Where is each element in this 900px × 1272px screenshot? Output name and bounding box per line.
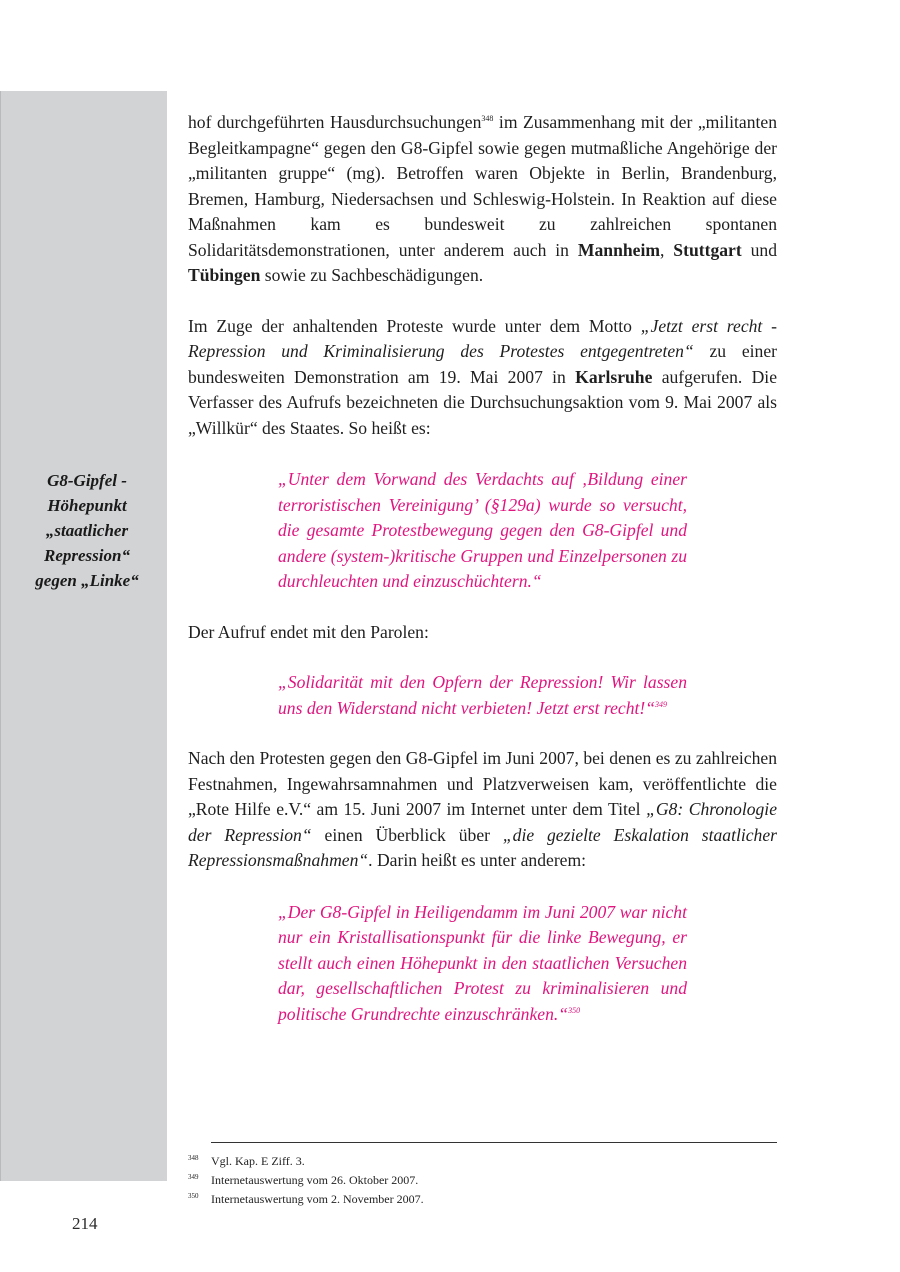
city-mannheim: Mannheim — [577, 239, 660, 260]
margin-note — [16, 468, 158, 593]
text-run: aufgerufen. Die Verfasser des Aufrufs bezeichneten die Durchsuchungsaktion vom 9. Mai 2007 als „Willkür“ des Staates. So heißt es: — [188, 366, 777, 438]
block-quote-1: „Unter dem Vorwand des Verdachts auf ‚Bildung einer terroristischen Vereinigung’ (§129a) wurde so versucht, die gesamte Protestbewegung gegen den G8-Gipfel und andere (system-)kritische Gruppen und Einzelpersonen zu durchleuchten und einzuschüchtern.“ — [278, 469, 687, 591]
footnote-ref: 349 — [655, 699, 668, 709]
footnote-text: Internetauswertung vom 2. November 2007. — [211, 1192, 424, 1206]
margin-sidebar — [0, 91, 167, 1181]
text-run: im Zusammenhang mit der „militanten Begleitkampagne“ gegen den G8-Gipfel sowie gegen mutmaßliche Angehörige der „militanten gruppe“ (mg). Betroffen waren Objekte in Berlin, Brandenburg, Bremen, Hamburg, Niedersachsen und Schleswig-Holstein. In Reaktion auf diese Maßnahmen kam es bundesweit zu zahlreichen spontanen Solidaritätsdemonstrationen, unter anderem auch in — [188, 112, 778, 260]
margin-note-line: Höhepunkt — [47, 496, 127, 515]
text-run: zu einer bundesweiten Demonstration am 19. Mai 2007 in — [188, 341, 777, 387]
footnote-ref: 348 — [481, 114, 494, 124]
footnote-number: 349 — [188, 1173, 199, 1181]
motto: „Jetzt erst recht - Repression und Kriminalisierung des Protestes entgegentreten“ — [188, 315, 777, 361]
text-run: , — [660, 239, 674, 260]
main-text — [188, 110, 777, 1052]
margin-note-line: Repression“ — [44, 546, 130, 565]
block-quote-2 — [278, 670, 687, 721]
text-run: einen Überblick über — [311, 824, 503, 845]
page-number: 214 — [72, 1214, 98, 1233]
text-run: sowie zu Sachbeschädigungen. — [260, 265, 484, 285]
text-run: Nach den Protesten gegen den G8-Gipfel im Juni 2007, bei denen es zu zahlreichen Festnahmen, Ingewahrsamnahmen und Platzverweisen kam, veröffentlichte die „Rote Hilfe e.V.“ am 15. Juni 2007 im Internet unter dem Titel — [188, 748, 777, 819]
footnote-number: 350 — [188, 1192, 199, 1200]
text-run: und — [741, 239, 777, 260]
city-tuebingen: Tübingen — [188, 265, 261, 285]
paragraph-2 — [188, 314, 777, 442]
footnote — [188, 1190, 777, 1209]
paragraph-4 — [188, 746, 777, 874]
margin-note-line: G8-Gipfel - — [47, 471, 127, 490]
margin-note-line: gegen „Linke“ — [35, 571, 139, 590]
footnote-text: Internetauswertung vom 26. Oktober 2007. — [211, 1173, 419, 1187]
city-karlsruhe: Karlsruhe — [575, 366, 653, 387]
inline-quote: „die gezielte Eskalation staatlicher Repressionsmaßnahmen“ — [188, 824, 778, 870]
paragraph-3: Der Aufruf endet mit den Parolen: — [188, 621, 429, 642]
block-quote-3 — [278, 900, 687, 1028]
text-run: . Darin heißt es unter anderem: — [368, 850, 587, 870]
footnote-number: 348 — [188, 1154, 199, 1162]
quote-text: „Der G8-Gipfel in Heiligendamm im Juni 2007 war nicht nur ein Kristallisationspunkt für die linke Bewegung, er stellt auch einen Höhepunkt in den staatlichen Versuchen dar, gesellschaftlichen Protest zu kriminalisieren und politische Grundrechte einzuschränken.“ — [278, 901, 687, 1024]
paragraph-1 — [188, 110, 777, 289]
footnote — [188, 1152, 777, 1171]
footnote-ref: 350 — [568, 1005, 581, 1015]
city-stuttgart: Stuttgart — [673, 239, 742, 260]
article-title: „G8: Chronologie der Repression“ — [188, 799, 778, 845]
footnote-rule — [211, 1142, 777, 1143]
text-run: Im Zuge der anhaltenden Proteste wurde unter dem Motto — [188, 315, 641, 336]
footnote — [188, 1171, 777, 1190]
margin-note-line: „staatlicher — [45, 521, 129, 540]
footnotes — [188, 1142, 777, 1209]
text-run: hof durchgeführten Hausdurchsuchungen — [188, 112, 482, 132]
quote-text: „Solidarität mit den Opfern der Repression! Wir lassen uns den Widerstand nicht verbieten! Jetzt erst recht!“ — [278, 672, 687, 718]
footnote-text: Vgl. Kap. E Ziff. 3. — [211, 1154, 305, 1168]
